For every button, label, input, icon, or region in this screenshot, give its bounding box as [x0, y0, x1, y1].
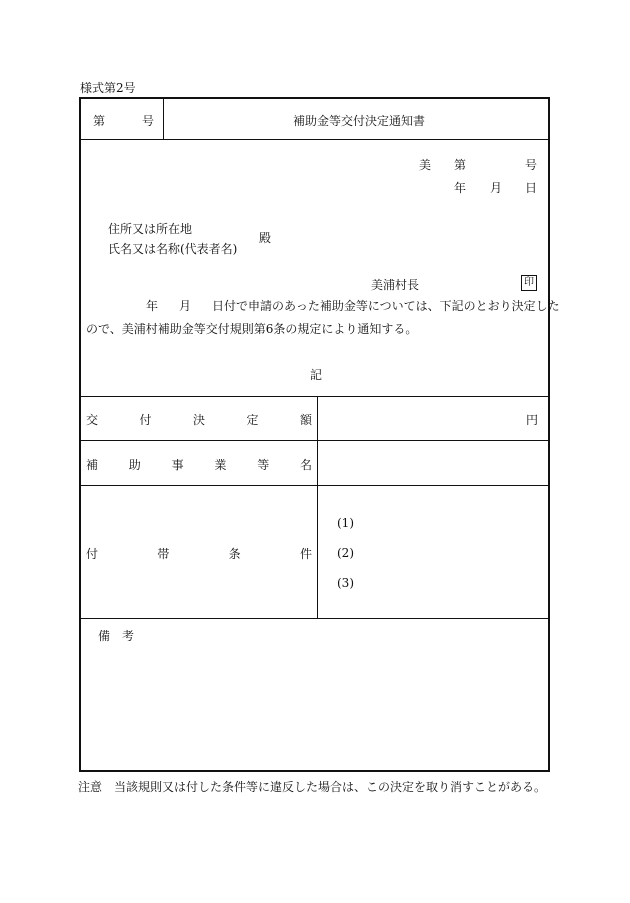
- doc-ref-dai: 第: [454, 158, 467, 172]
- footer-note: 注意 当該規則又は付した条件等に違反した場合は、この決定を取り消すことがある。: [78, 780, 547, 794]
- name-label: 氏名又は名称(代表者名): [108, 242, 238, 256]
- amount-label-char: 交: [86, 413, 99, 427]
- form-number: 様式第2号: [80, 81, 136, 95]
- body-line-1: 日付で申請のあった補助金等については、下記のとおり決定した: [212, 299, 560, 313]
- row-divider-3: [81, 618, 548, 619]
- amount-unit: 円: [526, 413, 539, 427]
- conditions-label-char: 件: [299, 547, 312, 561]
- honorific: 殿: [259, 231, 272, 245]
- date-year: 年: [454, 181, 467, 195]
- number-prefix: 第: [93, 114, 106, 128]
- header-column-divider: [163, 99, 164, 139]
- body-divider: [81, 396, 548, 397]
- amount-label: [86, 411, 312, 428]
- amount-label-char: 額: [299, 413, 312, 427]
- condition-item: (3): [337, 576, 354, 590]
- row-divider-2: [81, 485, 548, 486]
- label-column-divider: [317, 396, 318, 618]
- header-divider: [81, 139, 548, 140]
- date-month: 月: [490, 181, 503, 195]
- address-label: 住所又は所在地: [108, 222, 193, 236]
- remarks-label: 備 考: [98, 629, 135, 643]
- amount-label-char: 付: [139, 413, 152, 427]
- document-title: 補助金等交付決定通知書: [293, 114, 426, 128]
- body-year: 年: [146, 299, 159, 313]
- condition-item: (2): [337, 546, 354, 560]
- ki-heading: 記: [310, 368, 323, 382]
- amount-label-char: 定: [246, 413, 259, 427]
- seal-mark: 印: [521, 275, 537, 291]
- body-month: 月: [179, 299, 192, 313]
- sender-name: 美浦村長: [371, 278, 420, 292]
- conditions-label-char: 帯: [157, 547, 170, 561]
- condition-item: (1): [337, 516, 354, 530]
- number-suffix: 号: [142, 114, 155, 128]
- project-label: [86, 456, 312, 473]
- project-label-char: 補: [86, 458, 99, 472]
- doc-ref-go: 号: [525, 158, 538, 172]
- project-label-char: 等: [257, 458, 270, 472]
- conditions-label-char: 付: [86, 547, 99, 561]
- row-divider-1: [81, 440, 548, 441]
- project-label-char: 助: [128, 458, 141, 472]
- conditions-label-char: 条: [228, 547, 241, 561]
- amount-label-char: 決: [192, 413, 205, 427]
- conditions-label: [86, 545, 312, 562]
- date-day: 日: [525, 181, 538, 195]
- body-line-2: ので、美浦村補助金等交付規則第6条の規定により通知する。: [86, 322, 418, 336]
- project-label-char: 名: [299, 458, 312, 472]
- project-label-char: 事: [171, 458, 184, 472]
- notice-form: [79, 97, 560, 772]
- doc-ref-prefix: 美: [419, 158, 432, 172]
- project-label-char: 業: [214, 458, 227, 472]
